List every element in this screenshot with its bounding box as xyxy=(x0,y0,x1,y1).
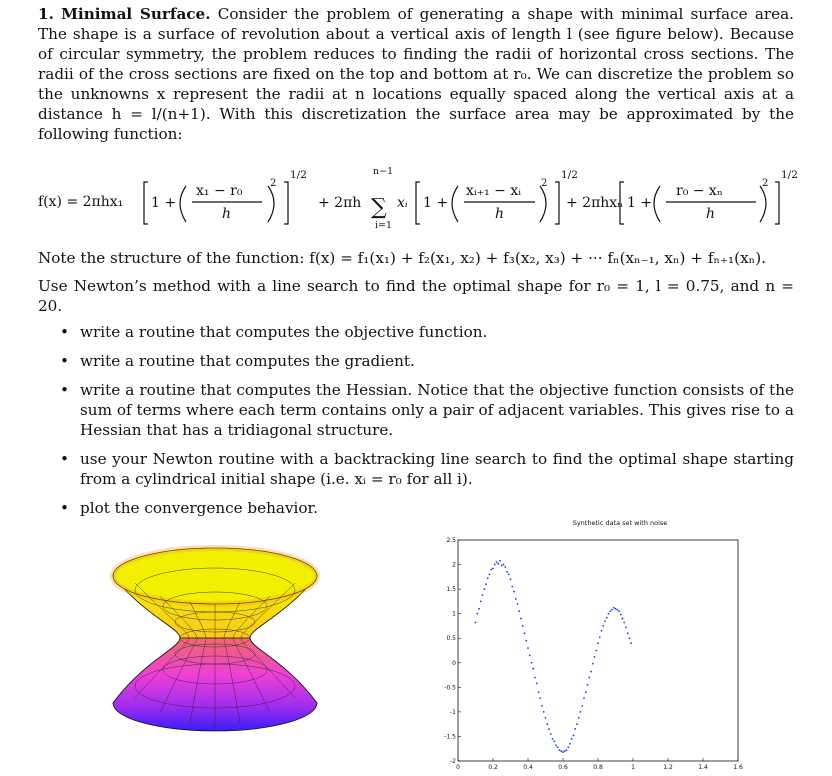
eq-sq-3: 2 xyxy=(762,178,769,189)
data-point xyxy=(555,744,557,746)
data-point xyxy=(510,578,512,580)
data-point xyxy=(578,717,580,719)
bullet-icon: • xyxy=(60,450,69,468)
data-point xyxy=(511,586,513,588)
list-item: • use your Newton routine with a backtracking line search to find the optimal shape starting from a cylindrical initial shape (i.e. xᵢ = r₀ for all i). xyxy=(60,450,794,488)
y-tick-label: 2.5 xyxy=(446,537,456,544)
data-point xyxy=(494,564,496,566)
eq-t1-den: h xyxy=(222,206,232,222)
data-point xyxy=(534,677,536,679)
data-point xyxy=(629,637,631,639)
data-point xyxy=(627,632,629,634)
data-point xyxy=(483,588,485,590)
data-point xyxy=(520,618,522,620)
data-point xyxy=(553,740,555,742)
bullet-icon: • xyxy=(60,352,69,370)
data-point xyxy=(625,627,627,629)
newton-instruction: Use Newton’s method with a line search to find the optimal shape for r₀ = 1, l = 0.75, and n = 20. xyxy=(38,277,794,315)
data-point xyxy=(492,568,494,570)
data-point xyxy=(611,609,613,611)
data-point xyxy=(618,610,620,612)
data-point xyxy=(616,609,618,611)
x-tick-label: 0 xyxy=(456,764,460,771)
data-point xyxy=(496,561,498,563)
data-point xyxy=(576,723,578,725)
data-point xyxy=(585,691,587,693)
data-point xyxy=(517,603,519,605)
data-point xyxy=(566,749,568,751)
x-tick-label: 1 xyxy=(631,764,635,771)
minimal-surface-figure xyxy=(105,538,325,738)
data-point xyxy=(508,573,510,575)
data-point xyxy=(594,656,596,658)
bullet-icon: • xyxy=(60,381,69,399)
bullet-icon: • xyxy=(60,323,69,341)
y-tick-label: -0.5 xyxy=(444,684,456,692)
data-point xyxy=(527,647,529,649)
data-point xyxy=(506,571,508,573)
x-tick-label: 0.2 xyxy=(488,764,498,771)
eq-t3-num: r₀ − xₙ xyxy=(676,183,723,199)
data-point xyxy=(550,733,552,735)
eq-lhs: f(x) = 2πhx₁ xyxy=(38,194,124,210)
data-point xyxy=(604,620,606,622)
data-point xyxy=(536,683,538,685)
data-point xyxy=(499,560,501,562)
data-point xyxy=(497,563,499,565)
list-item: • write a routine that computes the gradient. xyxy=(60,352,415,370)
data-point xyxy=(571,738,573,740)
list-item: • plot the convergence behavior. xyxy=(60,499,318,517)
data-point xyxy=(476,613,478,615)
eq-sq-2: 2 xyxy=(541,178,548,189)
data-point xyxy=(581,705,583,707)
data-point xyxy=(599,636,601,638)
list-item: • write a routine that computes the objective function. xyxy=(60,323,488,341)
data-point xyxy=(489,573,491,575)
data-point xyxy=(538,691,540,693)
x-tick-label: 1.6 xyxy=(733,764,743,771)
data-point xyxy=(592,663,594,665)
data-point xyxy=(613,607,615,609)
data-point xyxy=(482,594,484,596)
data-point xyxy=(562,751,564,753)
eq-t1-num: x₁ − r₀ xyxy=(196,183,243,199)
eq-sum-top: n−1 xyxy=(373,166,394,177)
y-tick-label: -1 xyxy=(450,708,456,716)
eq-t2-den: h xyxy=(495,206,505,222)
data-point xyxy=(615,608,617,610)
data-point xyxy=(620,614,622,616)
plot-area xyxy=(458,540,738,761)
data-point xyxy=(590,671,592,673)
x-tick-label: 0.8 xyxy=(593,764,603,771)
data-point xyxy=(567,746,569,748)
data-point xyxy=(569,743,571,745)
data-point xyxy=(518,610,520,612)
x-tick-label: 1.4 xyxy=(698,764,708,771)
y-tick-label: 2 xyxy=(452,561,456,569)
intro-paragraph xyxy=(38,4,794,144)
eq-one-plus-2: 1 + xyxy=(423,195,449,211)
data-point xyxy=(543,711,545,713)
data-point xyxy=(541,705,543,707)
data-point xyxy=(503,564,505,566)
task-list xyxy=(38,322,794,518)
eq-sum-bot: i=1 xyxy=(375,220,393,231)
data-point xyxy=(501,565,503,567)
eq-half-1: 1/2 xyxy=(290,169,307,181)
data-point xyxy=(513,591,515,593)
x-tick-label: 0.4 xyxy=(523,764,533,771)
data-point xyxy=(487,577,489,579)
structure-note: Note the structure of the function: f(x) = f₁(x₁) + f₂(x₁, x₂) + f₃(x₂, x₃) + ··· fₙ(xₙ₋₁, xₙ) + fₙ₊₁(xₙ). xyxy=(38,249,766,267)
chart-title: Synthetic data set with noise xyxy=(572,519,668,527)
data-point xyxy=(529,655,531,657)
data-point xyxy=(630,642,632,644)
synthetic-data-chart xyxy=(440,515,760,775)
data-point xyxy=(525,640,527,642)
data-point xyxy=(622,618,624,620)
data-point xyxy=(480,600,482,602)
data-point xyxy=(504,566,506,568)
y-tick-label: 1 xyxy=(452,610,456,618)
y-tick-label: 0 xyxy=(452,659,456,667)
eq-half-3: 1/2 xyxy=(781,169,798,181)
data-point xyxy=(573,735,575,737)
data-point xyxy=(548,728,550,730)
data-point xyxy=(531,662,533,664)
eq-t2-num: xᵢ₊₁ − xᵢ xyxy=(466,183,522,199)
list-item: • write a routine that computes the Hessian. Notice that the objective function consists of the sum of terms where each term contains only a pair of adjacent variables. This gives rise to a Hessian that has a tridiagonal structure. xyxy=(60,381,794,439)
data-point xyxy=(559,749,561,751)
data-point xyxy=(478,608,480,610)
data-point xyxy=(557,746,559,748)
data-point xyxy=(580,711,582,713)
data-point xyxy=(574,728,576,730)
bullet-icon: • xyxy=(60,499,69,517)
data-point xyxy=(524,632,526,634)
eq-half-2: 1/2 xyxy=(561,169,578,181)
data-point xyxy=(601,630,603,632)
data-point xyxy=(545,717,547,719)
data-point xyxy=(485,583,487,585)
data-point xyxy=(583,697,585,699)
data-point xyxy=(623,622,625,624)
data-point xyxy=(532,668,534,670)
data-point xyxy=(608,613,610,615)
data-point xyxy=(552,738,554,740)
eq-sq-1: 2 xyxy=(270,178,277,189)
data-point xyxy=(522,625,524,627)
surface-area-equation xyxy=(38,162,798,236)
data-point xyxy=(606,617,608,619)
y-tick-label: -1.5 xyxy=(444,733,456,741)
data-point xyxy=(588,677,590,679)
data-point xyxy=(609,610,611,612)
sigma-icon: ∑ xyxy=(371,195,387,220)
eq-xi: xᵢ xyxy=(397,195,408,211)
data-point xyxy=(515,598,517,600)
data-point xyxy=(560,750,562,752)
data-point xyxy=(546,723,548,725)
data-point xyxy=(595,650,597,652)
data-point xyxy=(587,684,589,686)
x-tick-label: 0.6 xyxy=(558,764,568,771)
x-tick-label: 1.2 xyxy=(663,764,673,771)
problem-number: 1. xyxy=(38,5,54,23)
eq-t3-den: h xyxy=(706,206,716,222)
data-point xyxy=(490,569,492,571)
data-point xyxy=(602,625,604,627)
y-tick-label: 1.5 xyxy=(446,586,456,594)
eq-mid: + 2πh xyxy=(318,195,362,211)
problem-title: Minimal Surface. xyxy=(61,5,211,23)
data-point xyxy=(564,750,566,752)
equation-svg xyxy=(0,162,832,236)
eq-one-plus-1: 1 + xyxy=(151,195,177,211)
intro-text: Consider the problem of generating a shape with minimal surface area. The shape is a surface of revolution about a vertical axis of length l (see figure below). Because of circular symmetry, the problem reduces to finding the radii of horizontal cross sections. The radii of the cross sections are fixed on the top and bottom at r₀. We can discretize the problem so the unknowns x represent the radii at n locations equally spaced along the vertical axis at a distance h = l/(n+1). With this discretization the surface area may be approximated by the following function: xyxy=(38,5,795,143)
eq-last: + 2πhxₙ xyxy=(566,195,624,211)
y-tick-label: 0.5 xyxy=(446,635,456,643)
y-tick-label: -2 xyxy=(450,758,456,765)
data-point xyxy=(475,622,477,624)
data-point xyxy=(539,697,541,699)
eq-one-plus-3: 1 + xyxy=(627,195,653,211)
data-point xyxy=(597,642,599,644)
problem-page xyxy=(38,4,798,527)
